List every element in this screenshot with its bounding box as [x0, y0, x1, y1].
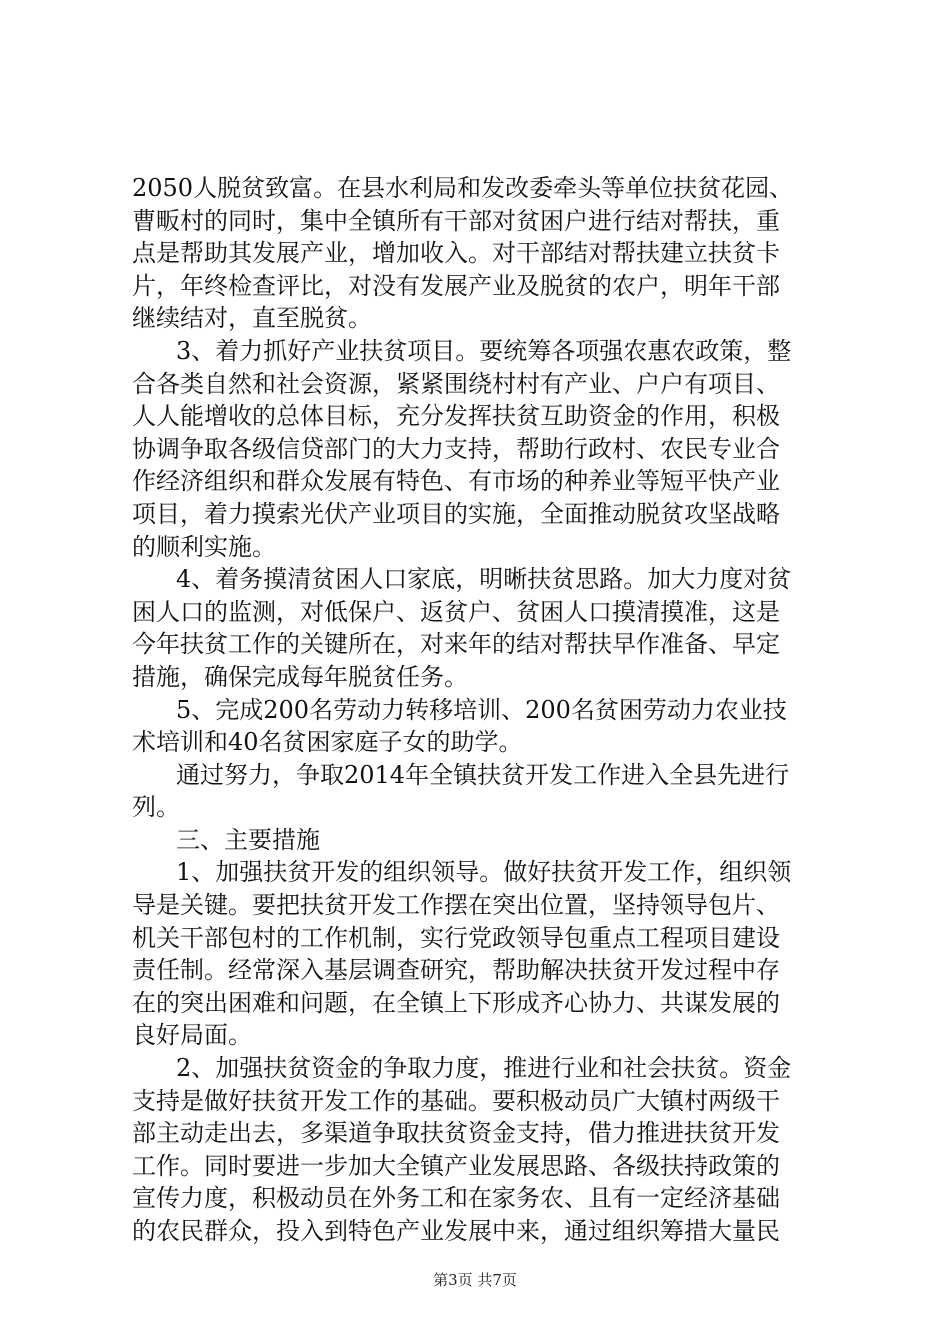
page-footer: 第3页 共7页	[433, 1271, 517, 1289]
text-line: 机关干部包村的工作机制，实行党政领导包重点工程项目建设	[132, 923, 780, 952]
text-line: 三、主要措施	[176, 825, 320, 854]
text-line: 责任制。经常深入基层调查研究，帮助解决扶贫开发过程中存	[132, 956, 780, 985]
body-text	[132, 172, 832, 1248]
text-line: 宣传力度，积极动员在外务工和在家务农、且有一定经济基础	[132, 1184, 780, 1213]
text-line: 术培训和40名贫困家庭子女的助学。	[132, 728, 523, 757]
text-line: 今年扶贫工作的关键所在，对来年的结对帮扶早作准备、早定	[132, 630, 780, 659]
text-line: 措施，确保完成每年脱贫任务。	[132, 662, 468, 691]
text-line: 工作。同时要进一步加大全镇产业发展思路、各级扶持政策的	[132, 1151, 780, 1180]
text-line: 导是关键。要把扶贫开发工作摆在突出位置，坚持领导包片、	[132, 891, 780, 920]
text-line: 5、完成200名劳动力转移培训、200名贫困劳动力农业技	[176, 695, 787, 724]
text-line: 合各类自然和社会资源，紧紧围绕村村有产业、户户有项目、	[132, 369, 780, 398]
text-line: 继续结对，直至脱贫。	[132, 304, 372, 333]
text-line: 3、着力抓好产业扶贫项目。要统筹各项强农惠农政策，整	[176, 336, 792, 365]
text-line: 项目，着力摸索光伏产业项目的实施，全面推动脱贫攻坚战略	[132, 499, 780, 528]
text-line: 良好局面。	[132, 1021, 252, 1050]
text-line: 困人口的监测，对低保户、返贫户、贫困人口摸清摸准，这是	[132, 597, 780, 626]
text-line: 的顺利实施。	[132, 532, 276, 561]
text-line: 在的突出困难和问题，在全镇上下形成齐心协力、共谋发展的	[132, 988, 780, 1017]
text-line: 支持是做好扶贫开发工作的基础。要积极动员广大镇村两级干	[132, 1086, 780, 1115]
text-line: 协调争取各级信贷部门的大力支持，帮助行政村、农民专业合	[132, 434, 780, 463]
text-line: 人人能增收的总体目标，充分发挥扶贫互助资金的作用，积极	[132, 402, 780, 431]
text-line: 1、加强扶贫开发的组织领导。做好扶贫开发工作，组织领	[176, 858, 792, 887]
text-line: 通过努力，争取2014年全镇扶贫开发工作进入全县先进行	[176, 760, 790, 789]
text-line: 的农民群众，投入到特色产业发展中来，通过组织筹措大量民	[132, 1217, 780, 1245]
text-line: 4、着务摸清贫困人口家底，明晰扶贫思路。加大力度对贫	[176, 565, 792, 594]
text-line: 2、加强扶贫资金的争取力度，推进行业和社会扶贫。资金	[176, 1054, 792, 1083]
text-line: 片，年终检查评比，对没有发展产业及脱贫的农户，明年干部	[132, 271, 780, 300]
text-line: 点是帮助其发展产业，增加收入。对干部结对帮扶建立扶贫卡	[132, 239, 780, 268]
text-line: 列。	[132, 793, 180, 822]
text-line: 曹畈村的同时，集中全镇所有干部对贫困户进行结对帮扶，重	[132, 206, 780, 235]
text-line: 2050人脱贫致富。在县水利局和发改委牵头等单位扶贫花园、	[132, 174, 794, 202]
text-line: 作经济组织和群众发展有特色、有市场的种养业等短平快产业	[132, 467, 780, 496]
text-line: 部主动走出去，多渠道争取扶贫资金支持，借力推进扶贫开发	[132, 1119, 780, 1148]
